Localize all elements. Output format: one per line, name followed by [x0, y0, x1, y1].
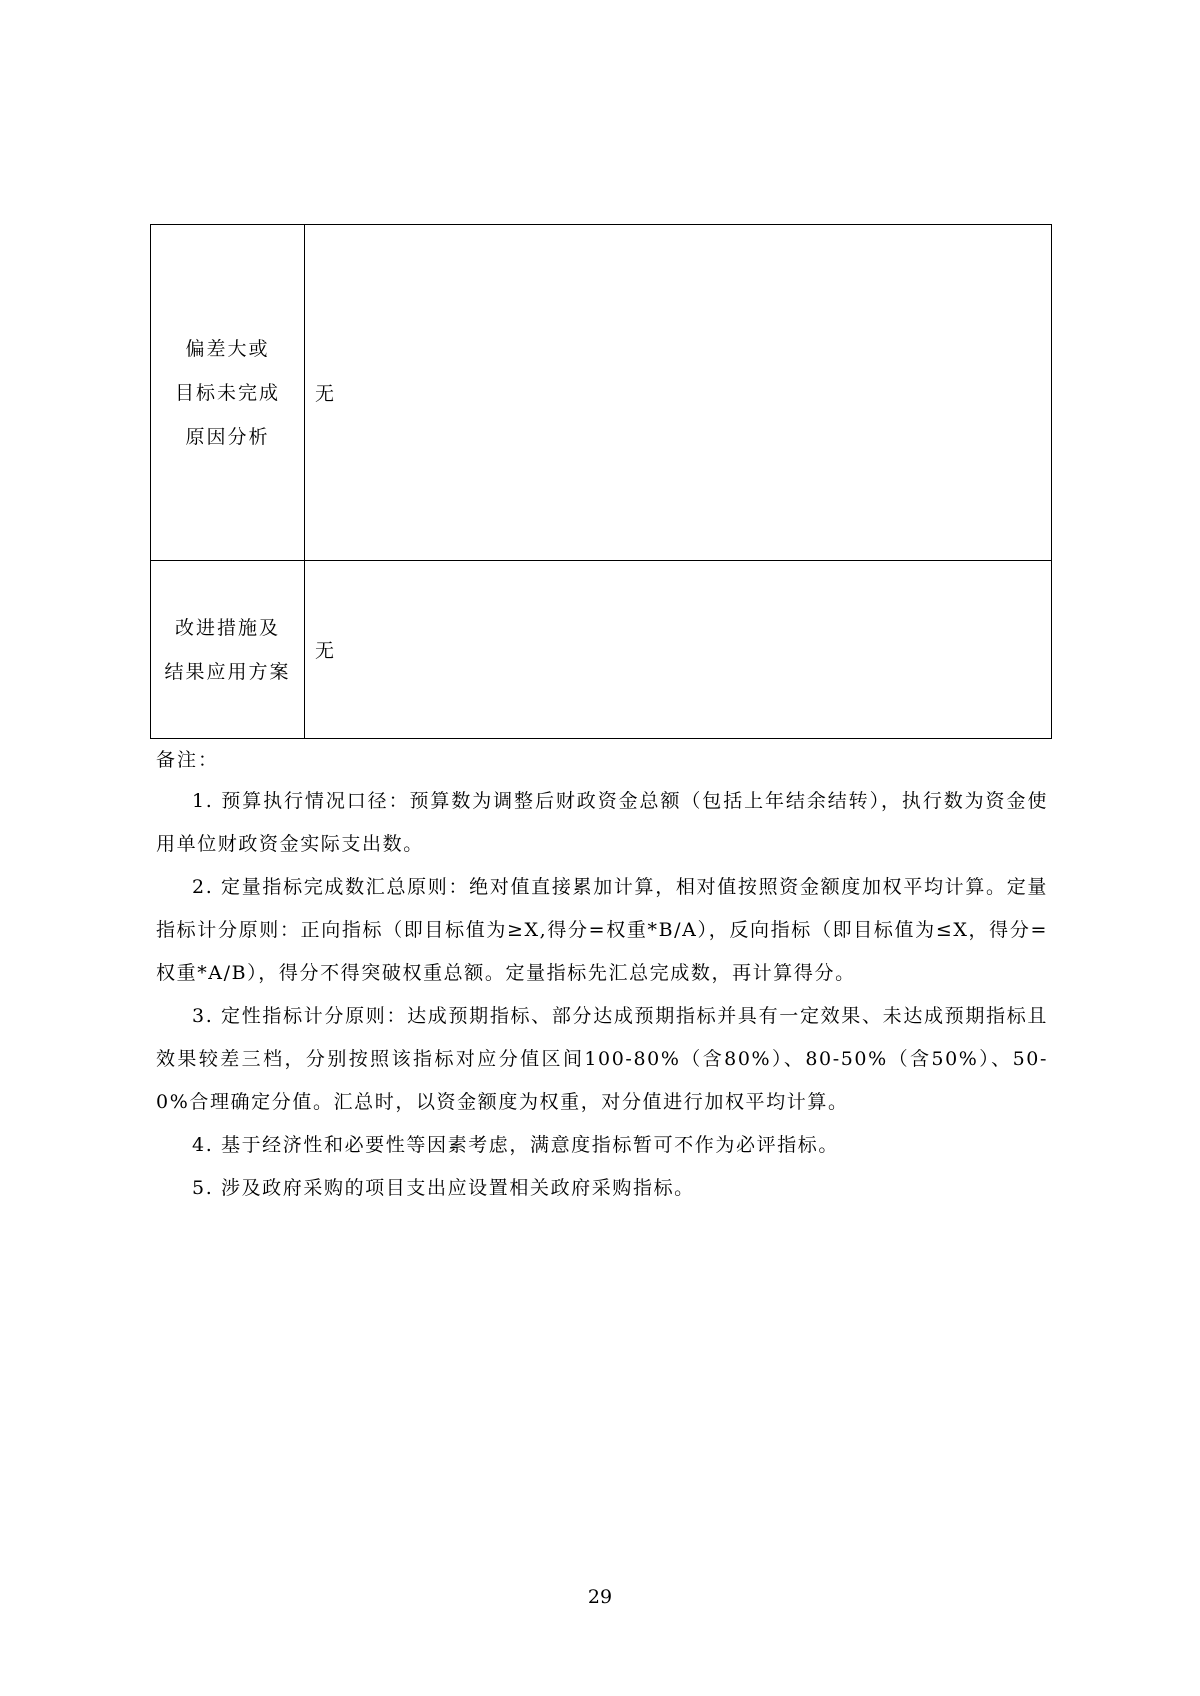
- row-value-improvement-plan: 无: [305, 561, 1052, 739]
- evaluation-table: [150, 224, 1052, 739]
- notes-title: 备注：: [156, 749, 220, 771]
- label-line: 原因分析: [185, 425, 270, 448]
- label-line: 结果应用方案: [164, 660, 291, 683]
- page-number: 29: [587, 1586, 613, 1608]
- note-item-4: 4. 基于经济性和必要性等因素考虑，满意度指标暂可不作为必评指标。: [192, 1134, 839, 1156]
- table-row: [151, 561, 1052, 739]
- note-item-3: 3. 定性指标计分原则：达成预期指标、部分达成预期指标并具有一定效果、未达成预期指标且效果较差三档，分别按照该指标对应分值区间100-80%（含80%）、80-50%（含50%）、50-0%合理确定分值。汇总时，以资金额度为权重，对分值进行加权平均计算。: [156, 1005, 1048, 1113]
- label-line: 改进措施及: [174, 616, 280, 639]
- note-item-2: 2. 定量指标完成数汇总原则：绝对值直接累加计算，相对值按照资金额度加权平均计算。定量指标计分原则：正向指标（即目标值为≥X,得分=权重*B/A），反向指标（即目标值为≤X，得分=权重*A/B），得分不得突破权重总额。定量指标先汇总完成数，再计算得分。: [156, 876, 1048, 984]
- table-row: [151, 225, 1052, 561]
- label-line: 偏差大或: [185, 337, 270, 360]
- notes-section: [156, 740, 1048, 1210]
- label-line: 目标未完成: [174, 381, 280, 404]
- row-label-deviation-analysis: [151, 225, 305, 561]
- row-label-improvement-plan: [151, 561, 305, 739]
- note-item-5: 5. 涉及政府采购的项目支出应设置相关政府采购指标。: [192, 1177, 695, 1199]
- row-value-deviation-analysis: 无: [305, 225, 1052, 561]
- note-item-1: 1. 预算执行情况口径：预算数为调整后财政资金总额（包括上年结余结转），执行数为资金使用单位财政资金实际支出数。: [156, 790, 1048, 855]
